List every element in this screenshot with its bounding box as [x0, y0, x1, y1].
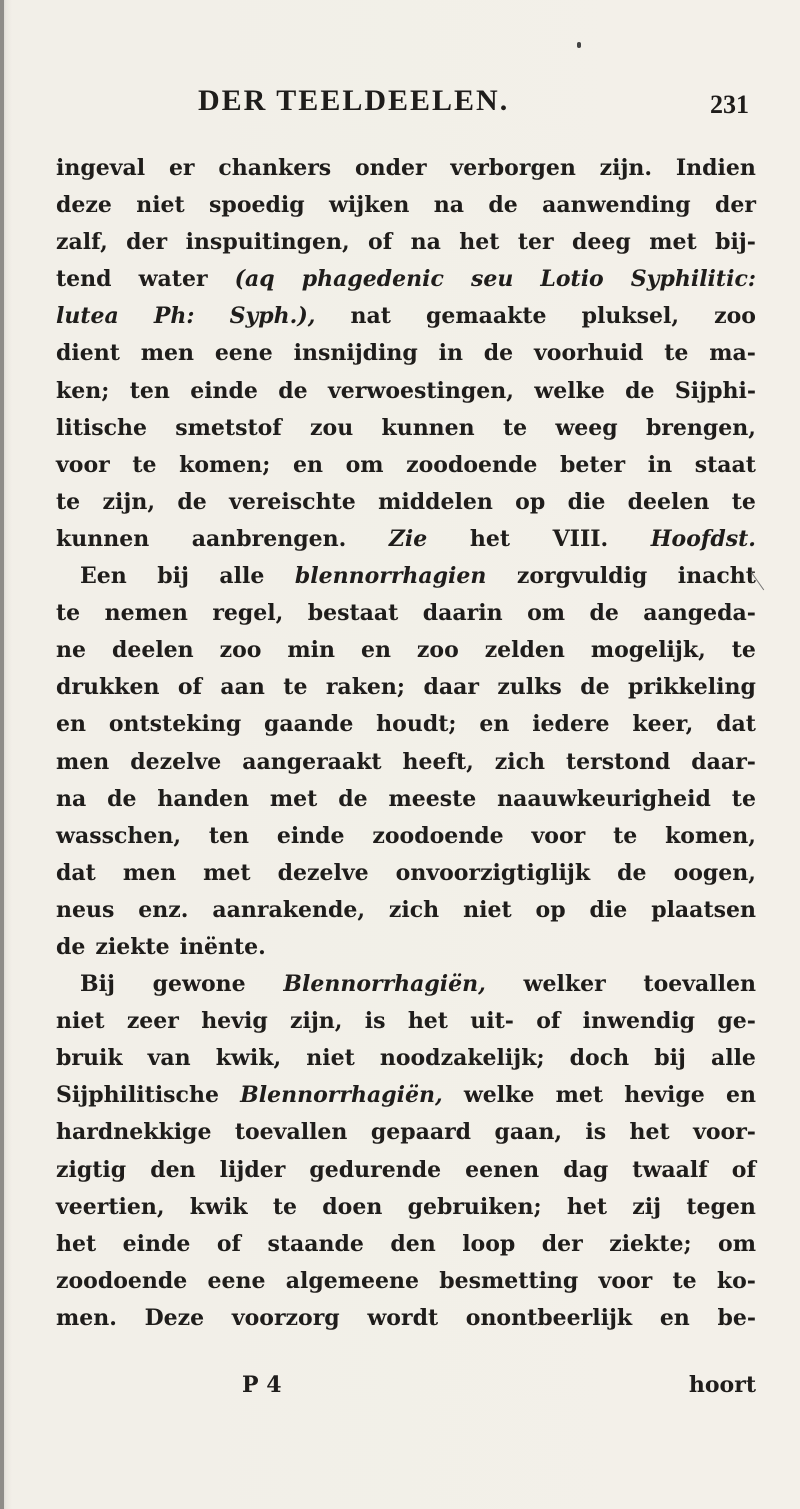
- word: dezelve: [277, 859, 369, 886]
- word: om: [718, 1230, 756, 1257]
- word: inacht: [677, 563, 756, 590]
- word: voorhuid: [533, 340, 644, 367]
- word: raken;: [325, 674, 406, 701]
- word: de: [483, 340, 514, 367]
- word: men: [140, 340, 194, 367]
- text-line: [56, 1263, 756, 1300]
- word: dat: [56, 859, 96, 886]
- text-line: [56, 744, 756, 781]
- word: eene: [214, 340, 273, 367]
- word: pluksel,: [581, 303, 680, 330]
- word: drukken: [56, 674, 160, 701]
- word: te: [132, 451, 157, 478]
- word: men.: [56, 1304, 117, 1331]
- word: weeg: [555, 414, 618, 441]
- text-line: [56, 706, 756, 743]
- word: zou: [310, 414, 354, 441]
- word: einde: [276, 822, 345, 849]
- word: phagedenic: [301, 266, 444, 293]
- word: Zie: [388, 525, 428, 552]
- text-line: [56, 521, 756, 558]
- word: niet: [56, 1008, 105, 1035]
- word: lutea: [56, 303, 119, 330]
- word: Indien: [675, 155, 756, 181]
- word: van: [147, 1045, 191, 1072]
- text-line: [56, 1040, 756, 1077]
- text-line: [56, 261, 756, 298]
- text-line: [56, 1077, 756, 1114]
- word: insnijding: [293, 340, 418, 367]
- text-line: [56, 632, 756, 669]
- word: iedere: [532, 711, 610, 738]
- word: naauwkeurigheid: [497, 785, 711, 812]
- text-line: [56, 447, 756, 484]
- word: en: [659, 1304, 690, 1331]
- word: en: [56, 711, 86, 738]
- word: bij: [157, 563, 189, 590]
- word: te: [731, 488, 756, 515]
- text-line: [56, 1003, 756, 1040]
- word: bruik: [56, 1045, 123, 1072]
- word: hevig: [201, 1008, 268, 1035]
- word: de: [488, 192, 518, 219]
- word: en: [725, 1082, 756, 1109]
- word: de: [338, 785, 368, 812]
- word: te: [613, 822, 638, 849]
- word: welke: [463, 1082, 535, 1109]
- word: ter: [517, 229, 554, 256]
- word: voor-: [693, 1119, 756, 1146]
- word: alle: [219, 563, 265, 590]
- word: onontbeerlijk: [465, 1304, 633, 1331]
- text-line: [56, 929, 756, 966]
- word: bij-: [715, 229, 756, 256]
- word: be-: [717, 1304, 756, 1331]
- word: met: [269, 785, 318, 812]
- text-line: [56, 595, 756, 632]
- word: te: [731, 637, 756, 664]
- word: te: [502, 414, 528, 441]
- word: zich: [494, 748, 546, 775]
- text-line: [56, 484, 756, 521]
- word: dat: [716, 711, 756, 738]
- word: zich: [388, 896, 440, 923]
- word: het: [407, 1008, 448, 1035]
- word: zoo: [714, 303, 756, 330]
- text-line: [56, 1226, 756, 1263]
- word: veertien,: [56, 1193, 165, 1220]
- word: na: [433, 192, 465, 219]
- word: ziekte;: [609, 1230, 692, 1257]
- word: bij: [654, 1045, 686, 1072]
- word: deelen: [627, 488, 710, 515]
- word: prikkeling: [627, 674, 756, 701]
- word: om: [527, 600, 566, 627]
- word: deze: [56, 192, 112, 219]
- binding-shadow: [0, 0, 4, 1509]
- word: Lotio: [540, 266, 604, 293]
- word: Een: [80, 563, 127, 590]
- word: zoo: [219, 637, 262, 664]
- page-number: 231: [710, 90, 749, 119]
- word: zigtig: [56, 1156, 127, 1183]
- word: aan: [220, 674, 265, 701]
- word: is: [364, 1008, 386, 1035]
- word: mogelijk,: [590, 637, 706, 664]
- word: is: [585, 1119, 607, 1146]
- word: neus: [56, 896, 115, 923]
- word: plaatsen: [651, 896, 756, 923]
- word: Sijphi-: [674, 377, 756, 404]
- word: einde: [190, 377, 258, 404]
- word: ne: [56, 637, 86, 664]
- word: niet: [463, 896, 512, 923]
- word: zijn,: [290, 1008, 343, 1035]
- word: daarin: [422, 600, 503, 627]
- page-header: [0, 84, 800, 124]
- word: men: [122, 859, 177, 886]
- word: toevallen: [234, 1119, 348, 1146]
- word: welker: [523, 971, 606, 998]
- text-line: [56, 1189, 756, 1226]
- word: einde: [122, 1230, 191, 1257]
- text-line: [56, 892, 756, 929]
- word: deeg: [572, 229, 631, 256]
- word: ziekte: [95, 933, 170, 960]
- word: uit-: [470, 1008, 514, 1035]
- word: zij: [632, 1193, 662, 1220]
- word: of: [536, 1008, 561, 1035]
- word: te: [56, 600, 81, 627]
- word: het: [566, 1193, 608, 1220]
- word: smetstof: [175, 414, 282, 441]
- word: met: [555, 1082, 604, 1109]
- word: water: [138, 266, 208, 293]
- word: aangeda-: [643, 600, 756, 627]
- word: de: [589, 600, 619, 627]
- word: na: [56, 785, 87, 812]
- text-line: [56, 855, 756, 892]
- text-line: [56, 781, 756, 818]
- word: hardnekkige: [56, 1119, 212, 1146]
- word: verborgen: [450, 155, 576, 181]
- word: niet: [136, 192, 185, 219]
- word: met: [649, 229, 697, 256]
- word: Hoofdst.: [650, 525, 756, 552]
- text-line: [56, 224, 756, 261]
- word: gaan,: [494, 1119, 562, 1146]
- word: oogen,: [673, 859, 756, 886]
- word: die: [589, 896, 628, 923]
- word: doch: [569, 1045, 630, 1072]
- word: meeste: [388, 785, 477, 812]
- word: en: [293, 451, 323, 478]
- word: zoodoende: [56, 1267, 188, 1294]
- catchword: hoort: [688, 1372, 756, 1398]
- word: den: [390, 1230, 436, 1257]
- word: inwendig: [582, 1008, 696, 1035]
- word: besmetting: [439, 1267, 579, 1294]
- word: heeft,: [402, 748, 474, 775]
- word: enz.: [138, 896, 189, 923]
- word: de: [625, 377, 655, 404]
- ink-speck: [577, 42, 581, 48]
- word: der: [714, 192, 756, 219]
- word: gewone: [152, 971, 246, 998]
- word: aanrakende,: [212, 896, 365, 923]
- word: voor: [531, 822, 586, 849]
- word: dient: [56, 340, 120, 367]
- word: te: [731, 785, 756, 812]
- word: nemen: [104, 600, 188, 627]
- word: zulks: [497, 674, 562, 701]
- word: chankers: [218, 155, 332, 181]
- text-line: [56, 1300, 756, 1337]
- word: na: [410, 229, 441, 256]
- word: dezelve: [130, 748, 222, 775]
- word: Bij: [80, 971, 115, 998]
- word: dag: [563, 1156, 609, 1183]
- word: aanwending: [542, 192, 691, 219]
- word: den: [150, 1156, 196, 1183]
- word: de: [617, 859, 647, 886]
- word: komen;: [179, 451, 271, 478]
- word: Ph:: [153, 303, 195, 330]
- word: zijn,: [102, 488, 155, 515]
- word: om: [345, 451, 384, 478]
- word: Sijphilitische: [56, 1082, 219, 1109]
- word: onder: [354, 155, 427, 181]
- word: kwik: [189, 1193, 248, 1220]
- word: ten: [208, 822, 249, 849]
- word: tegen: [686, 1193, 756, 1220]
- word: loop: [462, 1230, 516, 1257]
- word: ge-: [717, 1008, 756, 1035]
- word: gebruiken;: [407, 1193, 542, 1220]
- text-line: [56, 150, 756, 187]
- word: kunnen: [56, 525, 150, 552]
- word: keer,: [632, 711, 694, 738]
- word: Deze: [144, 1304, 205, 1331]
- word: terstond: [565, 748, 671, 775]
- word: Syph.),: [229, 303, 316, 330]
- word: ken;: [56, 377, 110, 404]
- word: zoo: [416, 637, 459, 664]
- word: litische: [56, 414, 148, 441]
- word: de: [56, 933, 86, 960]
- word: gaande: [264, 711, 354, 738]
- word: gemaakte: [425, 303, 547, 330]
- word: blennorrhagien: [294, 563, 487, 590]
- text-line: [56, 669, 756, 706]
- word: middelen: [378, 488, 493, 515]
- word: bestaat: [307, 600, 399, 627]
- running-head: DER TEELDEELEN.: [198, 84, 510, 117]
- word: noodzakelijk;: [379, 1045, 545, 1072]
- word: het: [56, 1230, 97, 1257]
- word: met: [203, 859, 251, 886]
- word: aangeraakt: [242, 748, 382, 775]
- word: toevallen: [643, 971, 756, 998]
- text-line: [56, 558, 756, 595]
- word: min: [287, 637, 336, 664]
- word: de: [580, 674, 610, 701]
- word: het: [469, 525, 511, 552]
- word: te: [672, 1267, 697, 1294]
- word: wijken: [328, 192, 410, 219]
- word: staande: [267, 1230, 364, 1257]
- body-text: [56, 150, 756, 1337]
- word: verwoestingen,: [328, 377, 514, 404]
- word: aanbrengen.: [191, 525, 347, 552]
- word: en: [360, 637, 391, 664]
- word: (aq: [234, 266, 275, 293]
- word: zoodoende: [406, 451, 538, 478]
- word: der: [541, 1230, 583, 1257]
- word: of: [368, 229, 393, 256]
- word: Blennorrhagiën,: [240, 1082, 443, 1109]
- word: daar-: [691, 748, 756, 775]
- text-line: [56, 966, 756, 1003]
- word: en: [479, 711, 510, 738]
- word: het: [629, 1119, 670, 1146]
- word: komen,: [665, 822, 756, 849]
- word: doen: [322, 1193, 383, 1220]
- word: zijn.: [599, 155, 653, 181]
- word: kwik,: [215, 1045, 282, 1072]
- word: beter: [560, 451, 626, 478]
- signature-mark: P 4: [242, 1372, 282, 1398]
- word: zalf,: [56, 229, 108, 256]
- word: op: [535, 896, 566, 923]
- word: zorgvuldig: [516, 563, 648, 590]
- word: het: [459, 229, 500, 256]
- text-line: [56, 187, 756, 224]
- word: onvoorzigtiglijk: [395, 859, 591, 886]
- word: brengen,: [645, 414, 756, 441]
- word: gepaard: [370, 1119, 472, 1146]
- word: spoedig: [209, 192, 305, 219]
- word: te: [283, 674, 308, 701]
- word: eene: [207, 1267, 266, 1294]
- word: daar: [423, 674, 479, 701]
- word: of: [216, 1230, 241, 1257]
- page-footer: [56, 1372, 756, 1408]
- word: op: [515, 488, 546, 515]
- word: men: [56, 748, 110, 775]
- word: te: [56, 488, 81, 515]
- word: of: [177, 674, 202, 701]
- word: Blennorrhagiën,: [283, 971, 486, 998]
- word: te: [664, 340, 689, 367]
- word: voor: [56, 451, 110, 478]
- word: gedurende: [309, 1156, 442, 1183]
- word: de: [107, 785, 137, 812]
- word: zeer: [126, 1008, 179, 1035]
- word: de: [177, 488, 207, 515]
- word: ingeval: [56, 155, 146, 181]
- word: vereischte: [229, 488, 356, 515]
- word: die: [567, 488, 606, 515]
- word: voor: [598, 1267, 653, 1294]
- word: tend: [56, 266, 112, 293]
- word: deelen: [111, 637, 194, 664]
- word: kunnen: [381, 414, 475, 441]
- word: er: [168, 155, 195, 181]
- word: zoodoende: [372, 822, 504, 849]
- word: VIII.: [552, 525, 609, 552]
- word: de: [278, 377, 308, 404]
- text-line: [56, 1152, 756, 1189]
- word: nat: [350, 303, 391, 330]
- word: wordt: [367, 1304, 439, 1331]
- word: welke: [534, 377, 605, 404]
- text-line: [56, 1114, 756, 1151]
- word: ko-: [716, 1267, 756, 1294]
- word: handen: [157, 785, 250, 812]
- word: zelden: [484, 637, 565, 664]
- word: wasschen,: [56, 822, 182, 849]
- word: in: [438, 340, 463, 367]
- word: seu: [470, 266, 514, 293]
- word: ma-: [709, 340, 756, 367]
- word: lijder: [219, 1156, 286, 1183]
- word: twaalf: [632, 1156, 708, 1183]
- word: in: [647, 451, 673, 478]
- word: ontsteking: [108, 711, 242, 738]
- word: houdt;: [376, 711, 457, 738]
- word: voorzorg: [231, 1304, 340, 1331]
- word: Syphilitic:: [630, 266, 756, 293]
- text-line: [56, 373, 756, 410]
- word: te: [272, 1193, 298, 1220]
- text-line: [56, 298, 756, 335]
- word: regel,: [212, 600, 284, 627]
- word: inënte.: [179, 933, 266, 960]
- word: niet: [306, 1045, 355, 1072]
- word: ten: [129, 377, 170, 404]
- text-line: [56, 335, 756, 372]
- word: eenen: [465, 1156, 540, 1183]
- text-line: [56, 818, 756, 855]
- word: hevige: [624, 1082, 705, 1109]
- word: staat: [694, 451, 756, 478]
- word: alle: [710, 1045, 756, 1072]
- word: inspuitingen,: [185, 229, 350, 256]
- word: of: [731, 1156, 756, 1183]
- word: algemeene: [285, 1267, 419, 1294]
- word: der: [126, 229, 168, 256]
- text-line: [56, 410, 756, 447]
